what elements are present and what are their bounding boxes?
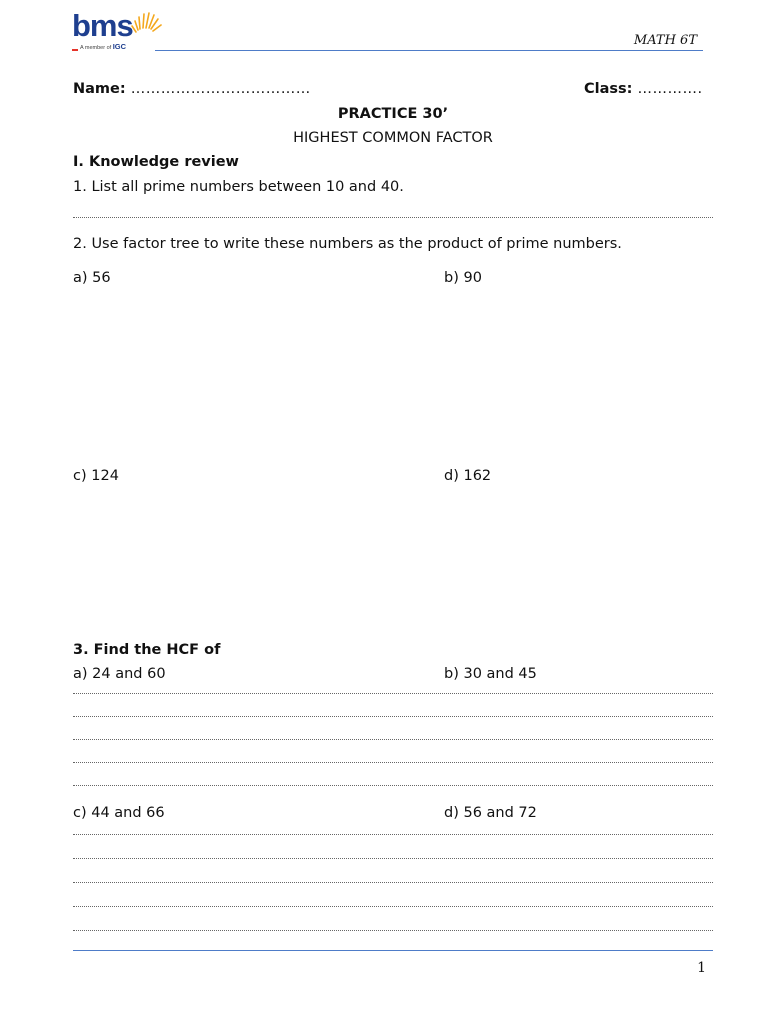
item-2a: a) 56 [73,270,111,286]
answer-line[interactable] [73,882,713,883]
section-heading-find-hcf: 3. Find the HCF of [73,642,221,658]
header-divider [155,50,703,51]
name-label: Name: [73,81,126,97]
answer-line[interactable] [73,834,713,835]
answer-line[interactable] [73,217,713,218]
bms-logo [72,10,162,56]
answer-line[interactable] [73,906,713,907]
class-field[interactable] [584,80,703,98]
logo-accent-dash [72,49,78,51]
logo-wordmark: bms [72,8,133,43]
question-2: 2. Use factor tree to write these numbers as the product of prime numbers. [73,236,622,252]
item-3b: b) 30 and 45 [444,666,537,682]
logo-tagline: A member of IGC [80,42,127,51]
answer-line[interactable] [73,785,713,786]
item-3d: d) 56 and 72 [444,805,537,821]
practice-subtitle: HIGHEST COMMON FACTOR [293,130,493,146]
question-1: 1. List all prime numbers between 10 and 40. [73,179,404,195]
answer-line[interactable] [73,930,713,931]
item-2b: b) 90 [444,270,482,286]
answer-line[interactable] [73,739,713,740]
answer-line[interactable] [73,858,713,859]
class-blank[interactable]: …………. [637,81,703,97]
page-number: 1 [697,960,706,976]
footer-divider [73,950,713,951]
item-3a: a) 24 and 60 [73,666,166,682]
answer-line[interactable] [73,693,713,694]
name-blank[interactable]: ……………………………… [130,81,311,97]
answer-line[interactable] [73,762,713,763]
course-code: MATH 6T [633,33,697,48]
name-field[interactable] [73,80,311,98]
item-2d: d) 162 [444,468,492,484]
section-heading-knowledge-review: I. Knowledge review [73,154,239,170]
class-label: Class: [584,81,633,97]
item-2c: c) 124 [73,468,119,484]
sun-icon [130,10,162,34]
item-3c: c) 44 and 66 [73,805,165,821]
practice-title: PRACTICE 30’ [337,106,449,122]
answer-line[interactable] [73,716,713,717]
